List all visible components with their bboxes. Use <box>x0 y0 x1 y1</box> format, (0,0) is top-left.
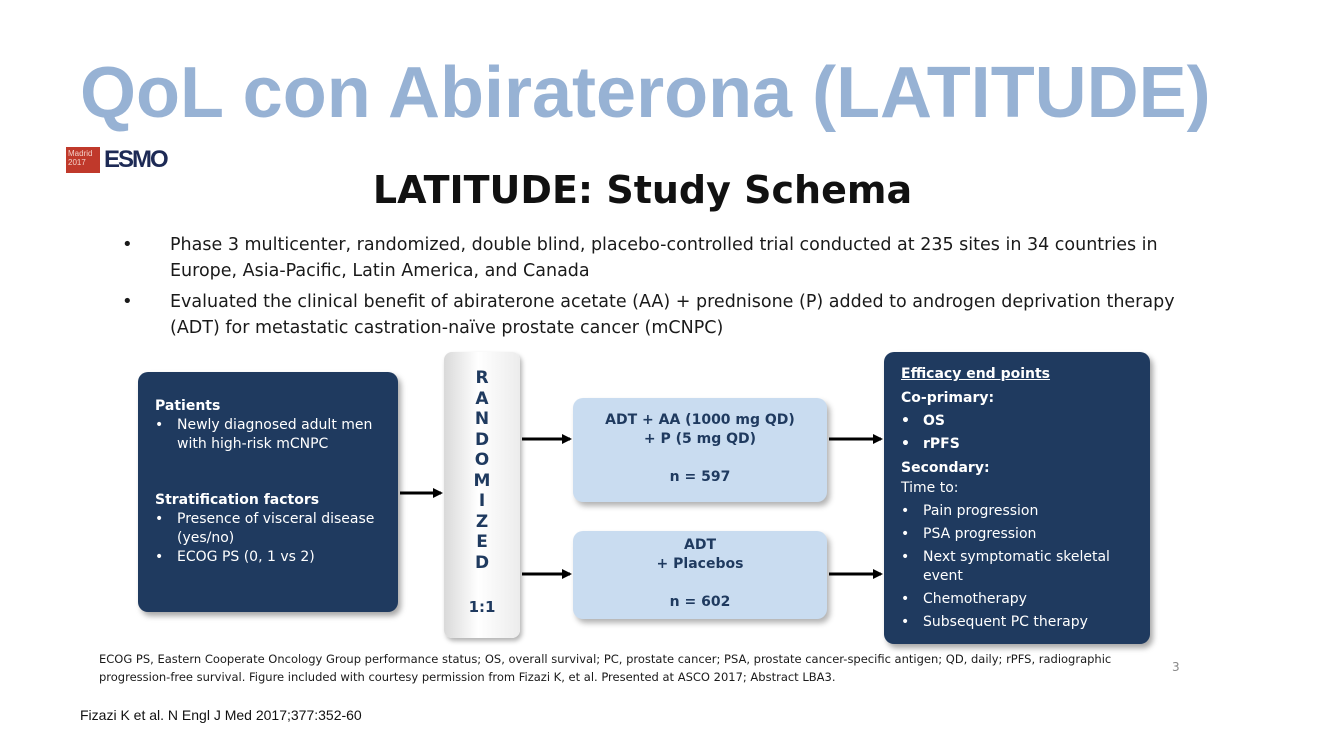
list-item <box>901 548 1134 586</box>
stratification-item-text: ECOG PS (0, 1 vs 2) <box>177 549 315 565</box>
list-item <box>901 590 1134 609</box>
arm-label <box>573 411 827 449</box>
randomization-ratio: 1:1 <box>468 598 496 616</box>
page-number: 3 <box>1172 660 1180 674</box>
endpoint-text: Subsequent PC therapy <box>923 614 1088 630</box>
footnote: ECOG PS, Eastern Cooperate Oncology Group performance status; OS, overall survival; PC, prostate cancer; PSA, prostate cancer-specific antigen; QD, daily; rPFS, radiographic progression-free survival. Figure included with courtesy permission from Fizazi K, et al. Presented at ASCO 2017; Abstract LBA3. <box>99 652 1112 684</box>
arm-label-line: + Placebos <box>656 556 744 572</box>
efficacy-box <box>884 352 1150 644</box>
bullet-dot-icon: • <box>155 417 164 433</box>
arm-label-line: + P (5 mg QD) <box>643 431 757 447</box>
secondary-list <box>901 502 1134 632</box>
arm-label <box>573 536 827 574</box>
coprimary-list <box>901 412 1134 454</box>
patients-box <box>138 372 398 612</box>
endpoint-text: rPFS <box>923 436 960 452</box>
secondary-label: Secondary: <box>901 460 990 476</box>
patients-heading: Patients <box>155 398 221 414</box>
placebo-arm-box <box>573 531 827 619</box>
bullet-dot-icon: • <box>901 436 910 452</box>
stratification-list <box>155 510 382 567</box>
logo-word: ESMO <box>104 146 167 173</box>
randomized-letter: A <box>475 388 489 409</box>
bullet-dot-icon: • <box>122 291 133 312</box>
randomized-letter: N <box>474 409 490 429</box>
list-item <box>901 613 1134 632</box>
bullet-item <box>122 232 1202 284</box>
bullet-item <box>122 289 1202 341</box>
bullet-text: Evaluated the clinical benefit of abiraterone acetate (AA) + prednisone (P) added to androgen deprivation therapy (ADT) for metastatic castration-naïve prostate cancer (mCNPC) <box>170 292 1175 338</box>
bullet-dot-icon: • <box>901 526 910 542</box>
randomized-letter: M <box>473 470 491 491</box>
patients-item-text: Newly diagnosed adult men with high-risk mCNPC <box>177 417 373 452</box>
bullet-dot-icon: • <box>901 614 910 630</box>
list-item <box>901 435 1134 454</box>
randomized-letter: O <box>474 450 490 470</box>
endpoint-text: Chemotherapy <box>923 591 1027 607</box>
endpoint-text: PSA progression <box>923 526 1037 542</box>
bullet-dot-icon: • <box>155 549 164 565</box>
endpoint-text: OS <box>923 413 945 429</box>
bullet-dot-icon: • <box>901 503 910 519</box>
endpoint-text: Pain progression <box>923 503 1039 519</box>
arm-sample-size: n = 602 <box>669 594 731 610</box>
bullet-dot-icon: • <box>901 591 910 607</box>
bullet-dot-icon: • <box>901 549 910 565</box>
arm-sample-size: n = 597 <box>669 469 731 485</box>
arm-label-line: ADT + AA (1000 mg QD) <box>605 412 795 428</box>
bullet-list <box>122 232 1202 346</box>
list-item <box>155 510 382 548</box>
randomized-letter: R <box>475 368 489 388</box>
randomized-letter: D <box>474 552 490 573</box>
stratification-heading: Stratification factors <box>155 492 320 508</box>
randomized-bar <box>444 352 520 638</box>
randomized-letter: D <box>474 429 490 450</box>
time-to-label: Time to: <box>901 480 959 496</box>
bullet-dot-icon: • <box>901 413 910 429</box>
randomized-letter: E <box>476 532 488 552</box>
treatment-arm-box <box>573 398 827 502</box>
randomized-letter: Z <box>475 511 489 532</box>
list-item <box>155 548 382 567</box>
randomized-letter: I <box>478 491 486 511</box>
bullet-text: Phase 3 multicenter, randomized, double blind, placebo-controlled trial conducted at 235 sites in 34 countries in Europe, Asia-Pacific, Latin America, and Canada <box>170 235 1158 281</box>
citation: Fizazi K et al. N Engl J Med 2017;377:352-60 <box>80 707 362 723</box>
bullet-dot-icon: • <box>122 234 133 255</box>
endpoint-text: Next symptomatic skeletal event <box>923 549 1110 584</box>
stratification-item-text: Presence of visceral disease (yes/no) <box>177 511 375 546</box>
efficacy-heading: Efficacy end points <box>901 366 1051 382</box>
list-item <box>901 502 1134 521</box>
slide-title: LATITUDE: Study Schema <box>372 168 913 212</box>
coprimary-label: Co-primary: <box>901 390 995 406</box>
randomized-letters <box>444 368 520 573</box>
patients-list <box>155 416 382 454</box>
logo-year: Madrid 2017 <box>66 147 100 173</box>
list-item <box>901 412 1134 431</box>
main-title: QoL con Abiraterona (LATITUDE) <box>80 53 1211 133</box>
list-item <box>901 525 1134 544</box>
list-item <box>155 416 382 454</box>
arm-label-line: ADT <box>683 537 716 553</box>
bullet-dot-icon: • <box>155 511 164 527</box>
